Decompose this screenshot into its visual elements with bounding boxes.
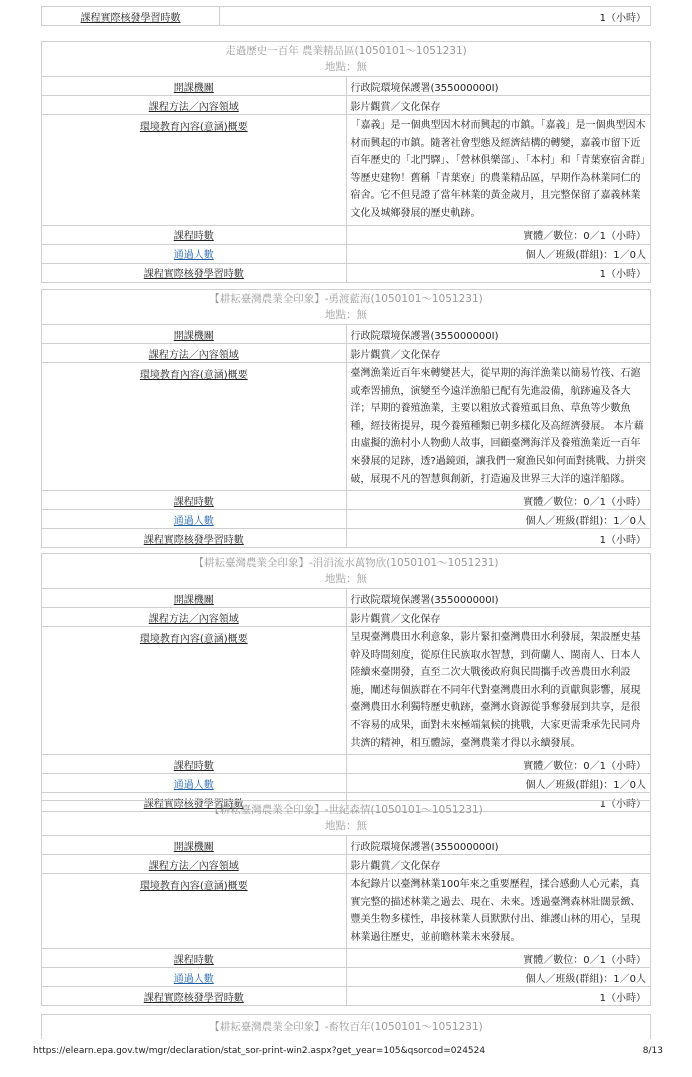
cert-hours-label: 課程實際核發學習時數: [42, 987, 347, 1006]
passed-link[interactable]: 通過人數: [42, 774, 347, 793]
course-location: 地點：無: [325, 309, 367, 321]
org-label: 開課機關: [42, 77, 347, 96]
course-title: 【耕耘臺灣農業全印象】-涓涓流水萬物欣(1050101～1051231): [193, 557, 499, 569]
course-table: [41, 289, 651, 548]
summary-label: 環境教育內容(意涵)概要: [42, 115, 347, 226]
course-location: 地點：無: [325, 820, 367, 832]
summary-label: 環境教育內容(意涵)概要: [42, 874, 347, 949]
method-label: 課程方法／內容領域: [42, 96, 347, 115]
cert-hours-value: 1（小時）: [346, 529, 651, 548]
cert-hours-value: 1（小時）: [220, 7, 651, 26]
passed-value: 個人／班級(群組)：1／0人: [346, 510, 651, 529]
course-header: [42, 554, 651, 589]
method-value: 影片觀賞／文化保存: [346, 855, 651, 874]
org-value: 行政院環境保護署(355000000I): [346, 77, 651, 96]
next-course-table: [41, 1014, 651, 1039]
course-header: [42, 1015, 651, 1040]
passed-link[interactable]: 通過人數: [42, 244, 347, 263]
summary-value: 呈現臺灣農田水利意象，影片緊扣臺灣農田水利發展，架設歷史基幹及時間刻度，從原住民族取水智慧，到荷蘭人、閩南人、日本人陸續來臺開發，直至二次大戰後政府與民間攜手改善農田水利設施，闡述每個族群在不同年代對臺灣農田水利的貢獻與影響，展現臺灣農田水利獨特歷史軌跡，臺灣水資源從爭奪發展到共享，是很不容易的成果，面對未來極端氣候的挑戰，大家更需秉承先民同舟共濟的精神，相互體諒，臺灣農業才得以永續發展。: [346, 627, 651, 755]
page-number: 8/13: [642, 1046, 663, 1056]
passed-value: 個人／班級(群組)：1／0人: [346, 968, 651, 987]
method-label: 課程方法／內容領域: [42, 608, 347, 627]
course-title: 走過歷史一百年 農業精品區(1050101～1051231): [225, 45, 467, 57]
passed-value: 個人／班級(群組)：1／0人: [346, 774, 651, 793]
hours-value: 實體／數位：0／1（小時）: [346, 491, 651, 510]
course-title: 【耕耘臺灣農業全印象】-勇渡藍海(1050101～1051231): [209, 293, 483, 305]
summary-value: 「嘉義」是一個典型因木材而興起的市鎮。「嘉義」是一個典型因木材而興起的市鎮。隨著社會型態及經濟結構的轉變，嘉義市留下近百年歷史的「北門驛」、「營林俱樂部」、「本村」和「青葉寮宿舍群」等歷史建物！舊稱「青葉寮」的農業精品區，早期作為林業同仁的宿舍。它不但見證了當年林業的黃金歲月，且完整保留了嘉義林業文化及城鄉發展的歷史軌跡。: [346, 115, 651, 226]
hours-label: 課程時數: [42, 755, 347, 774]
hours-value: 實體／數位：0／1（小時）: [346, 755, 651, 774]
summary-value: 臺灣漁業近百年來轉變甚大，從早期的海洋漁業以簡易竹筏、石滬或牽罟捕魚，演變至今遠洋漁船已配有先進設備，航跡遍及各大洋；早期的養殖漁業，主要以粗放式養殖虱目魚、草魚等少數魚種，經技術提昇，現今養殖種類已朝多樣化及高經濟發展。 本片藉由虛擬的漁村小人物動人故事，回顧臺灣海洋及養殖漁業近一百年來發展的足跡，透?過鏡頭，讓我們一窺漁民如何面對挑戰、力拼突破，展現不凡的智慧與創新，打造遍及世界三大洋的遠洋船隊。: [346, 363, 651, 491]
org-value: 行政院環境保護署(355000000I): [346, 589, 651, 608]
hours-label: 課程時數: [42, 225, 347, 244]
cert-hours-label: 課程實際核發學習時數: [42, 7, 220, 26]
course-table: [41, 800, 651, 1006]
cert-hours-label: 課程實際核發學習時數: [42, 529, 347, 548]
method-label: 課程方法／內容領域: [42, 855, 347, 874]
hours-label: 課程時數: [42, 949, 347, 968]
org-label: 開課機關: [42, 325, 347, 344]
method-value: 影片觀賞／文化保存: [346, 344, 651, 363]
cert-hours-label: 課程實際核發學習時數: [42, 793, 347, 812]
hours-value: 實體／數位：0／1（小時）: [346, 225, 651, 244]
course-location: 地點：無: [325, 61, 367, 73]
course-table: [41, 553, 651, 812]
summary-label: 環境教育內容(意涵)概要: [42, 627, 347, 755]
course-header: [42, 801, 651, 836]
org-label: 開課機關: [42, 836, 347, 855]
cert-hours-value: 1（小時）: [346, 793, 651, 812]
passed-link[interactable]: 通過人數: [42, 510, 347, 529]
org-value: 行政院環境保護署(355000000I): [346, 836, 651, 855]
hours-label: 課程時數: [42, 491, 347, 510]
course-header: [42, 42, 651, 77]
hours-value: 實體／數位：0／1（小時）: [346, 949, 651, 968]
summary-value: 本紀錄片以臺灣林業100年來之重要歷程，揉合感動人心元素，真實完整的描述林業之過去、現在、未來。透過臺灣森林壯闊景緻、豐美生物多樣性，串接林業人員默默付出、維護山林的用心，呈現林業過往歷史，並前瞻林業未來發展。: [346, 874, 651, 949]
method-value: 影片觀賞／文化保存: [346, 608, 651, 627]
method-value: 影片觀賞／文化保存: [346, 96, 651, 115]
course-title: 【耕耘臺灣農業全印象】-畜牧百年(1050101～1051231): [209, 1021, 483, 1033]
summary-label: 環境教育內容(意涵)概要: [42, 363, 347, 491]
footer-url: https://elearn.epa.gov.tw/mgr/declaration/stat_sor-print-win2.aspx?get_year=105&qsorcod=024524: [33, 1046, 486, 1056]
org-value: 行政院環境保護署(355000000I): [346, 325, 651, 344]
print-footer: [33, 1046, 663, 1056]
prev-course-tail: [41, 6, 651, 26]
passed-value: 個人／班級(群組)：1／0人: [346, 244, 651, 263]
method-label: 課程方法／內容領域: [42, 344, 347, 363]
cert-hours-label: 課程實際核發學習時數: [42, 263, 347, 282]
course-table: [41, 41, 651, 283]
passed-link[interactable]: 通過人數: [42, 968, 347, 987]
cert-hours-value: 1（小時）: [346, 263, 651, 282]
cert-hours-value: 1（小時）: [346, 987, 651, 1006]
course-header: [42, 290, 651, 325]
org-label: 開課機關: [42, 589, 347, 608]
course-title: 【耕耘臺灣農業全印象】-世紀森情(1050101～1051231): [209, 804, 483, 816]
course-location: 地點：無: [325, 573, 367, 585]
